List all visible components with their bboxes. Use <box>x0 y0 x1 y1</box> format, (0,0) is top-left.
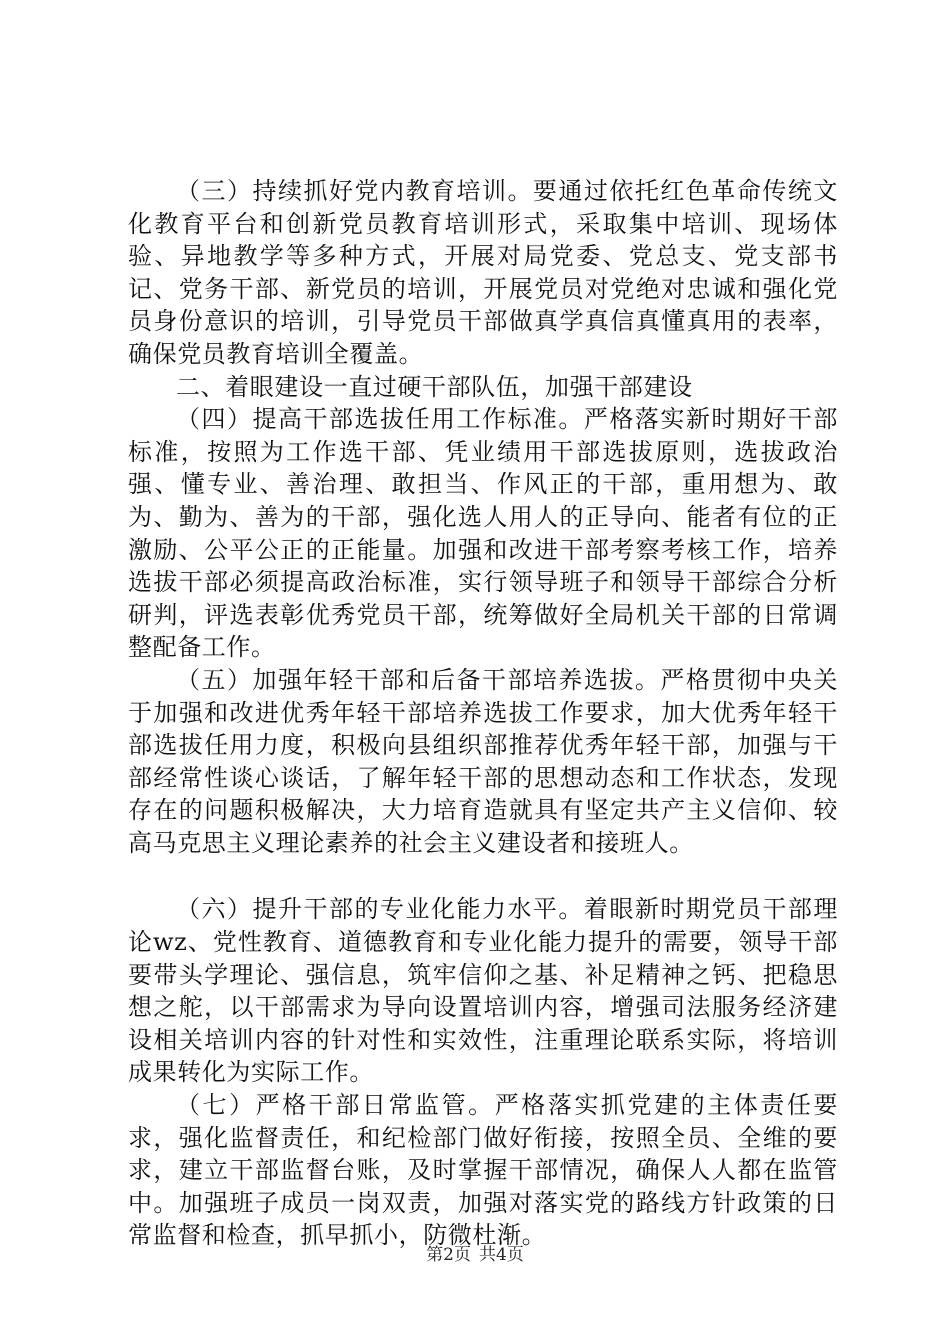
paragraph-gap <box>128 859 838 893</box>
page-number-total: 共4页 <box>479 1245 524 1265</box>
document-body <box>128 175 838 1252</box>
paragraph-7-daily-supervision: （七）严格干部日常监管。严格落实抓党建的主体责任要求，强化监督责任，和纪检部门做好衔接，按照全员、全维的要求，建立干部监督台账，及时掌握干部情况，确保人人都在监管中。加强班子成员一岗双责，加强对落实党的路线方针政策的日常监督和检查，抓早抓小，防微杜渐。 <box>128 1091 838 1250</box>
section-heading-2-cadre-building: 二、着眼建设一直过硬干部队伍，加强干部建设 <box>176 372 693 401</box>
paragraph-4-cadre-selection: （四）提高干部选拔任用工作标准。严格落实新时期好干部标准，按照为工作选干部、凭业绩用干部选拔原则，选拔政治强、懂专业、善治理、敢担当、作风正的干部，重用想为、敢为、勤为、善为的干部，强化选人用人的正导向、能者有位的正激励、公平公正的正能量。加强和改进干部考察考核工作，培养选拔干部必须提高政治标准，实行领导班子和领导干部综合分析研判，评选表彰优秀党员干部，统筹做好全局机关干部的日常调整配备工作。 <box>128 405 838 662</box>
page-number-current: 第2页 <box>426 1245 471 1265</box>
page-footer <box>0 1244 950 1266</box>
paragraph-3-party-education: （三）持续抓好党内教育培训。要通过依托红色革命传统文化教育平台和创新党员教育培训形式，采取集中培训、现场体验、异地教学等多种方式，开展对局党委、党总支、党支部书记、党务干部、新党员的培训，开展党员对党绝对忠诚和强化党员身份意识的培训，引导党员干部做真学真信真懂真用的表率，确保党员教育培训全覆盖。 <box>128 177 838 368</box>
paragraph-5-young-cadres: （五）加强年轻干部和后备干部培养选拔。严格贯彻中央关于加强和改进优秀年轻干部培养选拔工作要求，加大优秀年轻干部选拔任用力度，积极向县组织部推荐优秀年轻干部，加强与干部经常性谈心谈话，了解年轻干部的思想动态和工作状态，发现存在的问题积极解决，大力培育造就具有坚定共产主义信仰、较高马克思主义理论素养的社会主义建设者和接班人。 <box>128 665 838 857</box>
paragraph-6-professional-capability: （六）提升干部的专业化能力水平。着眼新时期党员干部理论wz、党性教育、道德教育和专业化能力提升的需要，领导干部要带头学理论、强信息，筑牢信仰之基、补足精神之钙、把稳思想之舵，以干部需求为导向设置培训内容，增强司法服务经济建设相关培训内容的针对性和实效性，注重理论联系实际，将培训成果转化为实际工作。 <box>128 895 838 1087</box>
